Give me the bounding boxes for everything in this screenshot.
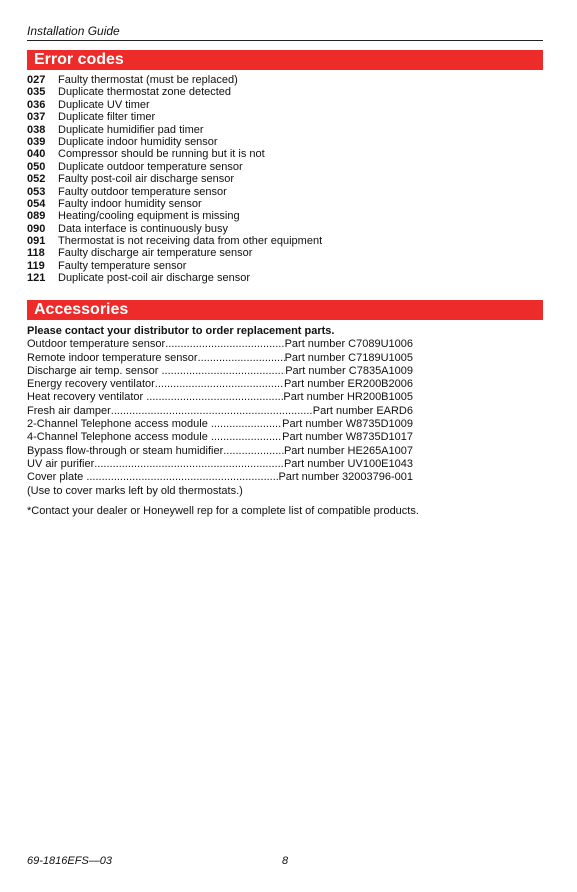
error-code-row [27,173,322,185]
accessory-row [27,445,413,458]
page-header: Installation Guide [27,24,120,38]
cover-plate-note: (Use to cover marks left by old thermostats.) [27,484,243,497]
error-code-row [27,198,322,210]
accessories-section [27,325,419,517]
error-code: 037 [27,111,46,124]
accessory-name: Energy recovery ventilator [27,378,155,391]
document-number: 69-1816EFS—03 [27,855,112,867]
error-description: Faulty post-coil air discharge sensor [58,173,235,186]
accessory-name: UV air purifier [27,457,95,470]
error-description: Faulty thermostat (must be replaced) [58,74,238,86]
dot-leader [155,378,284,391]
error-code: 050 [27,160,46,173]
error-code: 118 [27,247,45,260]
error-code-row [27,235,322,247]
error-code-row [27,272,322,284]
error-description: Duplicate humidifier pad timer [58,123,204,136]
error-code-list [27,74,322,285]
error-code-row [27,111,322,123]
error-codes-heading: Error codes [27,50,543,70]
dot-leader [223,445,284,458]
dot-leader [162,365,286,378]
error-code-row [27,74,322,86]
error-code: 036 [27,98,46,111]
error-description: Data interface is continuously busy [58,222,228,235]
accessory-row [27,431,413,444]
page-number: 8 [282,855,289,867]
dot-leader [146,391,283,404]
part-number: Part number W8735D1017 [282,431,413,444]
error-description: Duplicate post-coil air discharge sensor [58,272,250,285]
accessory-name: Fresh air damper [27,404,111,417]
error-description: Duplicate outdoor temperature sensor [58,160,243,173]
error-code-row [27,247,322,259]
error-code: 090 [27,222,46,235]
part-number: Part number EARD6 [312,404,413,417]
error-code-row [27,148,322,160]
error-code-row [27,223,322,235]
accessory-list [27,338,419,484]
accessory-name: Cover plate [27,471,87,484]
part-number: Part number 32003796-001 [278,471,413,484]
accessory-row [27,405,413,418]
accessories-intro: Please contact your distributor to order replacement parts. [27,325,335,337]
error-code-row [27,210,322,222]
error-code: 054 [27,197,46,210]
accessory-row [27,378,413,391]
dot-leader [198,352,285,365]
error-code: 038 [27,123,46,136]
error-code: 053 [27,185,46,198]
error-code-row [27,136,322,148]
error-description: Faulty discharge air temperature sensor [58,247,253,260]
accessory-row [27,391,413,404]
accessory-name: Bypass flow-through or steam humidifier [27,444,224,457]
part-number: Part number UV100E1043 [283,457,413,470]
accessory-row [27,338,413,351]
part-number: Part number C7835A1009 [285,364,413,377]
accessory-name: Heat recovery ventilator [27,391,147,404]
error-description: Faulty outdoor temperature sensor [58,185,227,198]
part-number: Part number C7189U1005 [284,351,413,364]
dot-leader [165,338,284,351]
accessory-name: 4-Channel Telephone access module [27,431,211,444]
error-description: Compressor should be running but it is not [58,148,265,161]
part-number: Part number HE265A1007 [283,444,413,457]
error-description: Faulty indoor humidity sensor [58,197,202,210]
accessory-name: 2-Channel Telephone access module [27,418,211,431]
error-code-row [27,161,322,173]
error-description: Faulty temperature sensor [58,259,187,272]
accessory-name: Remote indoor temperature sensor [27,351,198,364]
error-code: 091 [27,235,46,248]
header-rule [27,40,543,41]
accessory-name: Outdoor temperature sensor [27,338,166,351]
accessory-row [27,458,413,471]
error-code: 040 [27,148,46,161]
accessory-row [27,365,413,378]
error-code-row [27,99,322,111]
dot-leader [211,418,282,431]
error-code-row [27,260,322,272]
dot-leader [111,405,313,418]
error-code-row [27,86,322,98]
error-code: 052 [27,173,46,186]
error-code: 027 [27,74,46,86]
error-code: 119 [27,259,45,272]
part-number: Part number W8735D1009 [282,418,413,431]
error-description: Thermostat is not receiving data from other equipment [58,235,323,248]
error-description: Duplicate UV timer [58,98,150,111]
part-number: Part number ER200B2006 [283,378,413,391]
error-description: Duplicate indoor humidity sensor [58,135,218,148]
error-description: Duplicate thermostat zone detected [58,86,232,99]
accessory-name: Discharge air temp. sensor [27,364,162,377]
compatibility-footnote: *Contact your dealer or Honeywell rep for a complete list of compatible products. [27,504,419,517]
dot-leader [94,458,284,471]
error-description: Heating/cooling equipment is missing [58,210,240,223]
error-code: 121 [27,272,46,285]
error-code: 089 [27,210,46,223]
accessory-row [27,418,413,431]
error-code: 039 [27,135,46,148]
dot-leader [86,471,278,484]
accessories-heading: Accessories [27,300,543,320]
part-number: Part number C7089U1006 [284,338,413,351]
accessory-row [27,471,413,484]
part-number: Part number HR200B1005 [283,391,413,404]
error-code-row [27,186,322,198]
error-code: 035 [27,86,46,99]
dot-leader [211,431,282,444]
error-description: Duplicate filter timer [58,111,156,124]
error-code-row [27,124,322,136]
accessory-row [27,352,413,365]
